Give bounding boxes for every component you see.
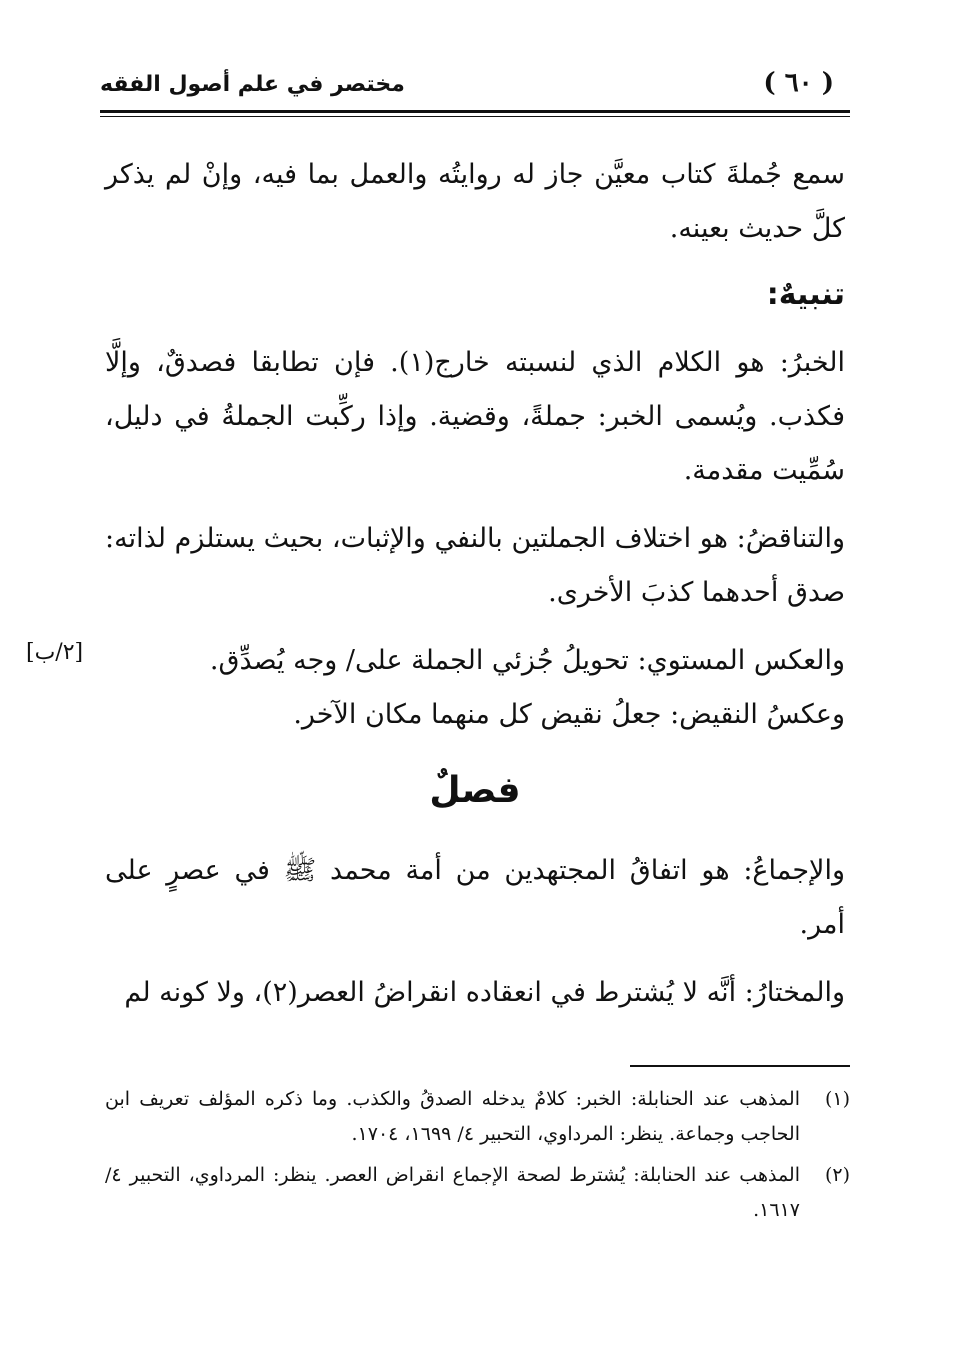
footnote-separator — [630, 1065, 850, 1067]
page-header — [100, 66, 850, 106]
footnote-text: المذهب عند الحنابلة: يُشترط لصحة الإجماع انقراض العصر. ينظر: المرداوي، التحبير ٤/ ١٦١٧. — [105, 1164, 800, 1221]
footnote-text: المذهب عند الحنابلة: الخبر: كلامٌ يدخله الصدقُ والكذب. وما ذكره المؤلف تعريف ابن الحاجب وجماعة. ينظر: المرداوي، التحبير ٤/ ١٦٩٩، ١٧٠٤. — [105, 1088, 800, 1145]
paragraph-aks-naqid: وعكسُ النقيض: جعلُ نقيض كل منهما مكان الآخر. — [293, 699, 845, 730]
paragraph-tanaqud: والتناقضُ: هو اختلاف الجملتين بالنفي والإثبات، بحيث يستلزم لذاته: صدق أحدهما كذبَ الأخرى. — [105, 523, 845, 608]
manuscript-folio-note: [٢/ب] — [26, 640, 84, 665]
main-text — [105, 148, 845, 1020]
running-title: مختصر في علم أصول الفقه — [100, 72, 405, 97]
header-rule-thick — [100, 110, 850, 113]
tanbih-heading: تنبيهٌ: — [766, 277, 845, 312]
paragraph-khabar: الخبرُ: هو الكلام الذي لنسبته خارج(١). فإن تطابقا فصدقٌ، وإلَّا فكذب. ويُسمى الخبر: جملةً، وقضية. وإذا ركِّبت الجملةُ في دليل، سُمِّيت مقدمة. — [105, 347, 846, 486]
paragraph-ijma: والإجماعُ: هو اتفاقُ المجتهدين من أمة محمد ﷺ في عصرٍ على أمر. — [105, 855, 845, 940]
page-number: ( ٦٠ ) — [763, 68, 834, 98]
footnote-2 — [105, 1158, 850, 1228]
header-rule-thin — [100, 116, 850, 117]
footnote-number: (٢) — [824, 1164, 850, 1186]
footnote-number: (١) — [824, 1088, 850, 1110]
paragraph-aks-mustawi: والعكس المستوي: تحويلُ جُزئي الجملة على/ وجه يُصدِّق. — [209, 645, 845, 676]
footnote-1 — [105, 1082, 850, 1152]
section-heading: فصلٌ — [429, 770, 521, 811]
paragraph-1: سمع جُملةَ كتاب معيَّن جاز له روايتُه والعمل بما فيه، وإنْ لم يذكر كلَّ حديث بعينه. — [105, 159, 845, 244]
paragraph-mukhtar: والمختارُ: أنَّه لا يُشترط في انعقاده انقراضُ العصر(٢)، ولا كونه لم — [124, 977, 845, 1008]
footnotes — [105, 1082, 850, 1234]
